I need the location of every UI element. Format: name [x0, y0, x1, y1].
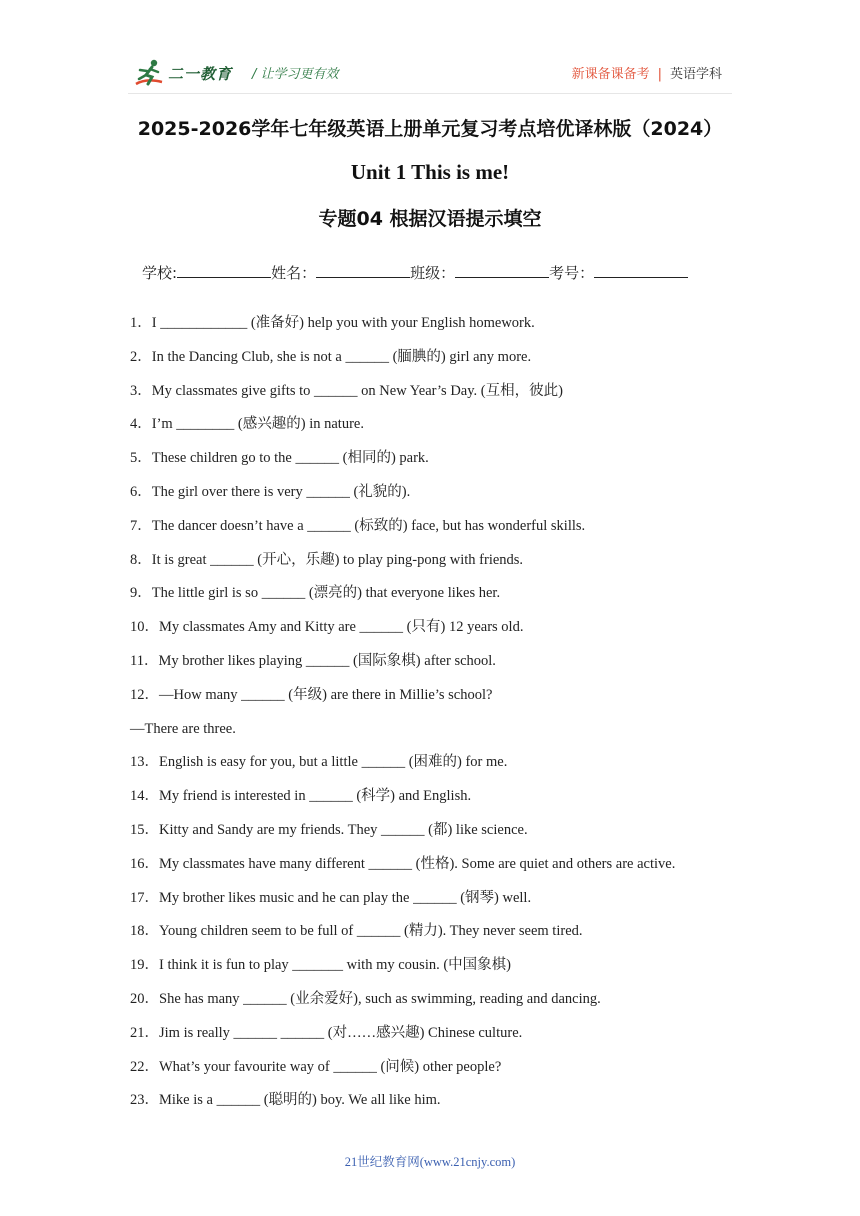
header-tagline: 新课备课备考 [571, 67, 650, 82]
class-label: 班级： [410, 264, 456, 282]
question-item: 8．It is great ______ (开心，乐趣) to play ping-pong with friends. [130, 551, 524, 568]
question-item: 6．The girl over there is very ______ (礼貌的). [130, 483, 411, 500]
header-divider [128, 93, 732, 94]
question-item: 16．My classmates have many different ______ (性格). Some are quiet and others are active. [130, 855, 676, 872]
number-field[interactable] [594, 263, 688, 278]
header-separator: | [657, 67, 662, 82]
logo [132, 58, 242, 90]
name-label: 姓名： [271, 264, 317, 282]
question-item: 11．My brother likes playing ______ (国际象棋) after school. [130, 652, 496, 669]
school-label: 学校: [142, 264, 178, 282]
name-field[interactable] [316, 263, 410, 278]
number-label: 考号： [549, 264, 595, 282]
question-item: 5．These children go to the ______ (相同的) park. [130, 450, 429, 467]
question-item: 12．—How many ______ (年级) are there in Millie’s school? [130, 686, 493, 703]
document-title: 2025-2026学年七年级英语上册单元复习考点培优译林版（2024） [137, 118, 723, 140]
subject-label: 英语学科 [669, 67, 722, 82]
question-item: 4．I’m ________ (感兴趣的) in nature. [130, 416, 364, 433]
question-item: 10．My classmates Amy and Kitty are ______ (只有) 12 years old. [130, 619, 524, 636]
unit-title: Unit 1 This is me! [350, 160, 510, 184]
question-item: 7．The dancer doesn’t have a ______ (标致的) face, but has wonderful skills. [130, 517, 586, 534]
student-info-line [142, 262, 688, 283]
topic-title: 专题04 根据汉语提示填空 [318, 208, 542, 230]
question-item: 18．Young children seem to be full of ______ (精力). They never seem tired. [130, 923, 583, 940]
logo-text: 二一教育 [168, 65, 233, 83]
question-item: 14．My friend is interested in ______ (科学) and English. [130, 788, 472, 805]
question-item: 19．I think it is fun to play _______ with my cousin. (中国象棋) [130, 957, 512, 974]
question-item: 3．My classmates give gifts to ______ on New Year’s Day. (互相，彼此) [130, 382, 563, 399]
question-item: 23．Mike is a ______ (聪明的) boy. We all like him. [130, 1092, 441, 1109]
question-item: 9．The little girl is so ______ (漂亮的) that everyone likes her. [130, 585, 501, 602]
question-item: 20．She has many ______ (业余爱好), such as swimming, reading and dancing. [130, 990, 601, 1007]
question-item: 1．I ____________ (准备好) help you with your English homework. [130, 315, 535, 331]
question-item: 2．In the Dancing Club, she is not a ______ (腼腆的) girl any more. [130, 348, 532, 365]
question-answer-line: —There are three. [130, 720, 236, 737]
school-field[interactable] [177, 263, 271, 278]
page-header [130, 52, 730, 92]
question-item: 17．My brother likes music and he can play the ______ (钢琴) well. [130, 889, 532, 906]
question-item: 15．Kitty and Sandy are my friends. They ______ (都) like science. [130, 821, 528, 838]
page-footer: 21世纪教育网(www.21cnjy.com) [344, 1155, 516, 1169]
slogan: / 让学习更有效 [252, 67, 339, 82]
header-subject [572, 63, 722, 82]
question-list [130, 313, 770, 1124]
question-item: 21．Jim is really ______ ______ (对……感兴趣) Chinese culture. [130, 1024, 523, 1041]
class-field[interactable] [455, 263, 549, 278]
question-item: 22．What’s your favourite way of ______ (问候) other people? [130, 1058, 502, 1075]
question-item: 13．English is easy for you, but a little ______ (困难的) for me. [130, 754, 508, 771]
runner-logo-icon [132, 58, 168, 90]
